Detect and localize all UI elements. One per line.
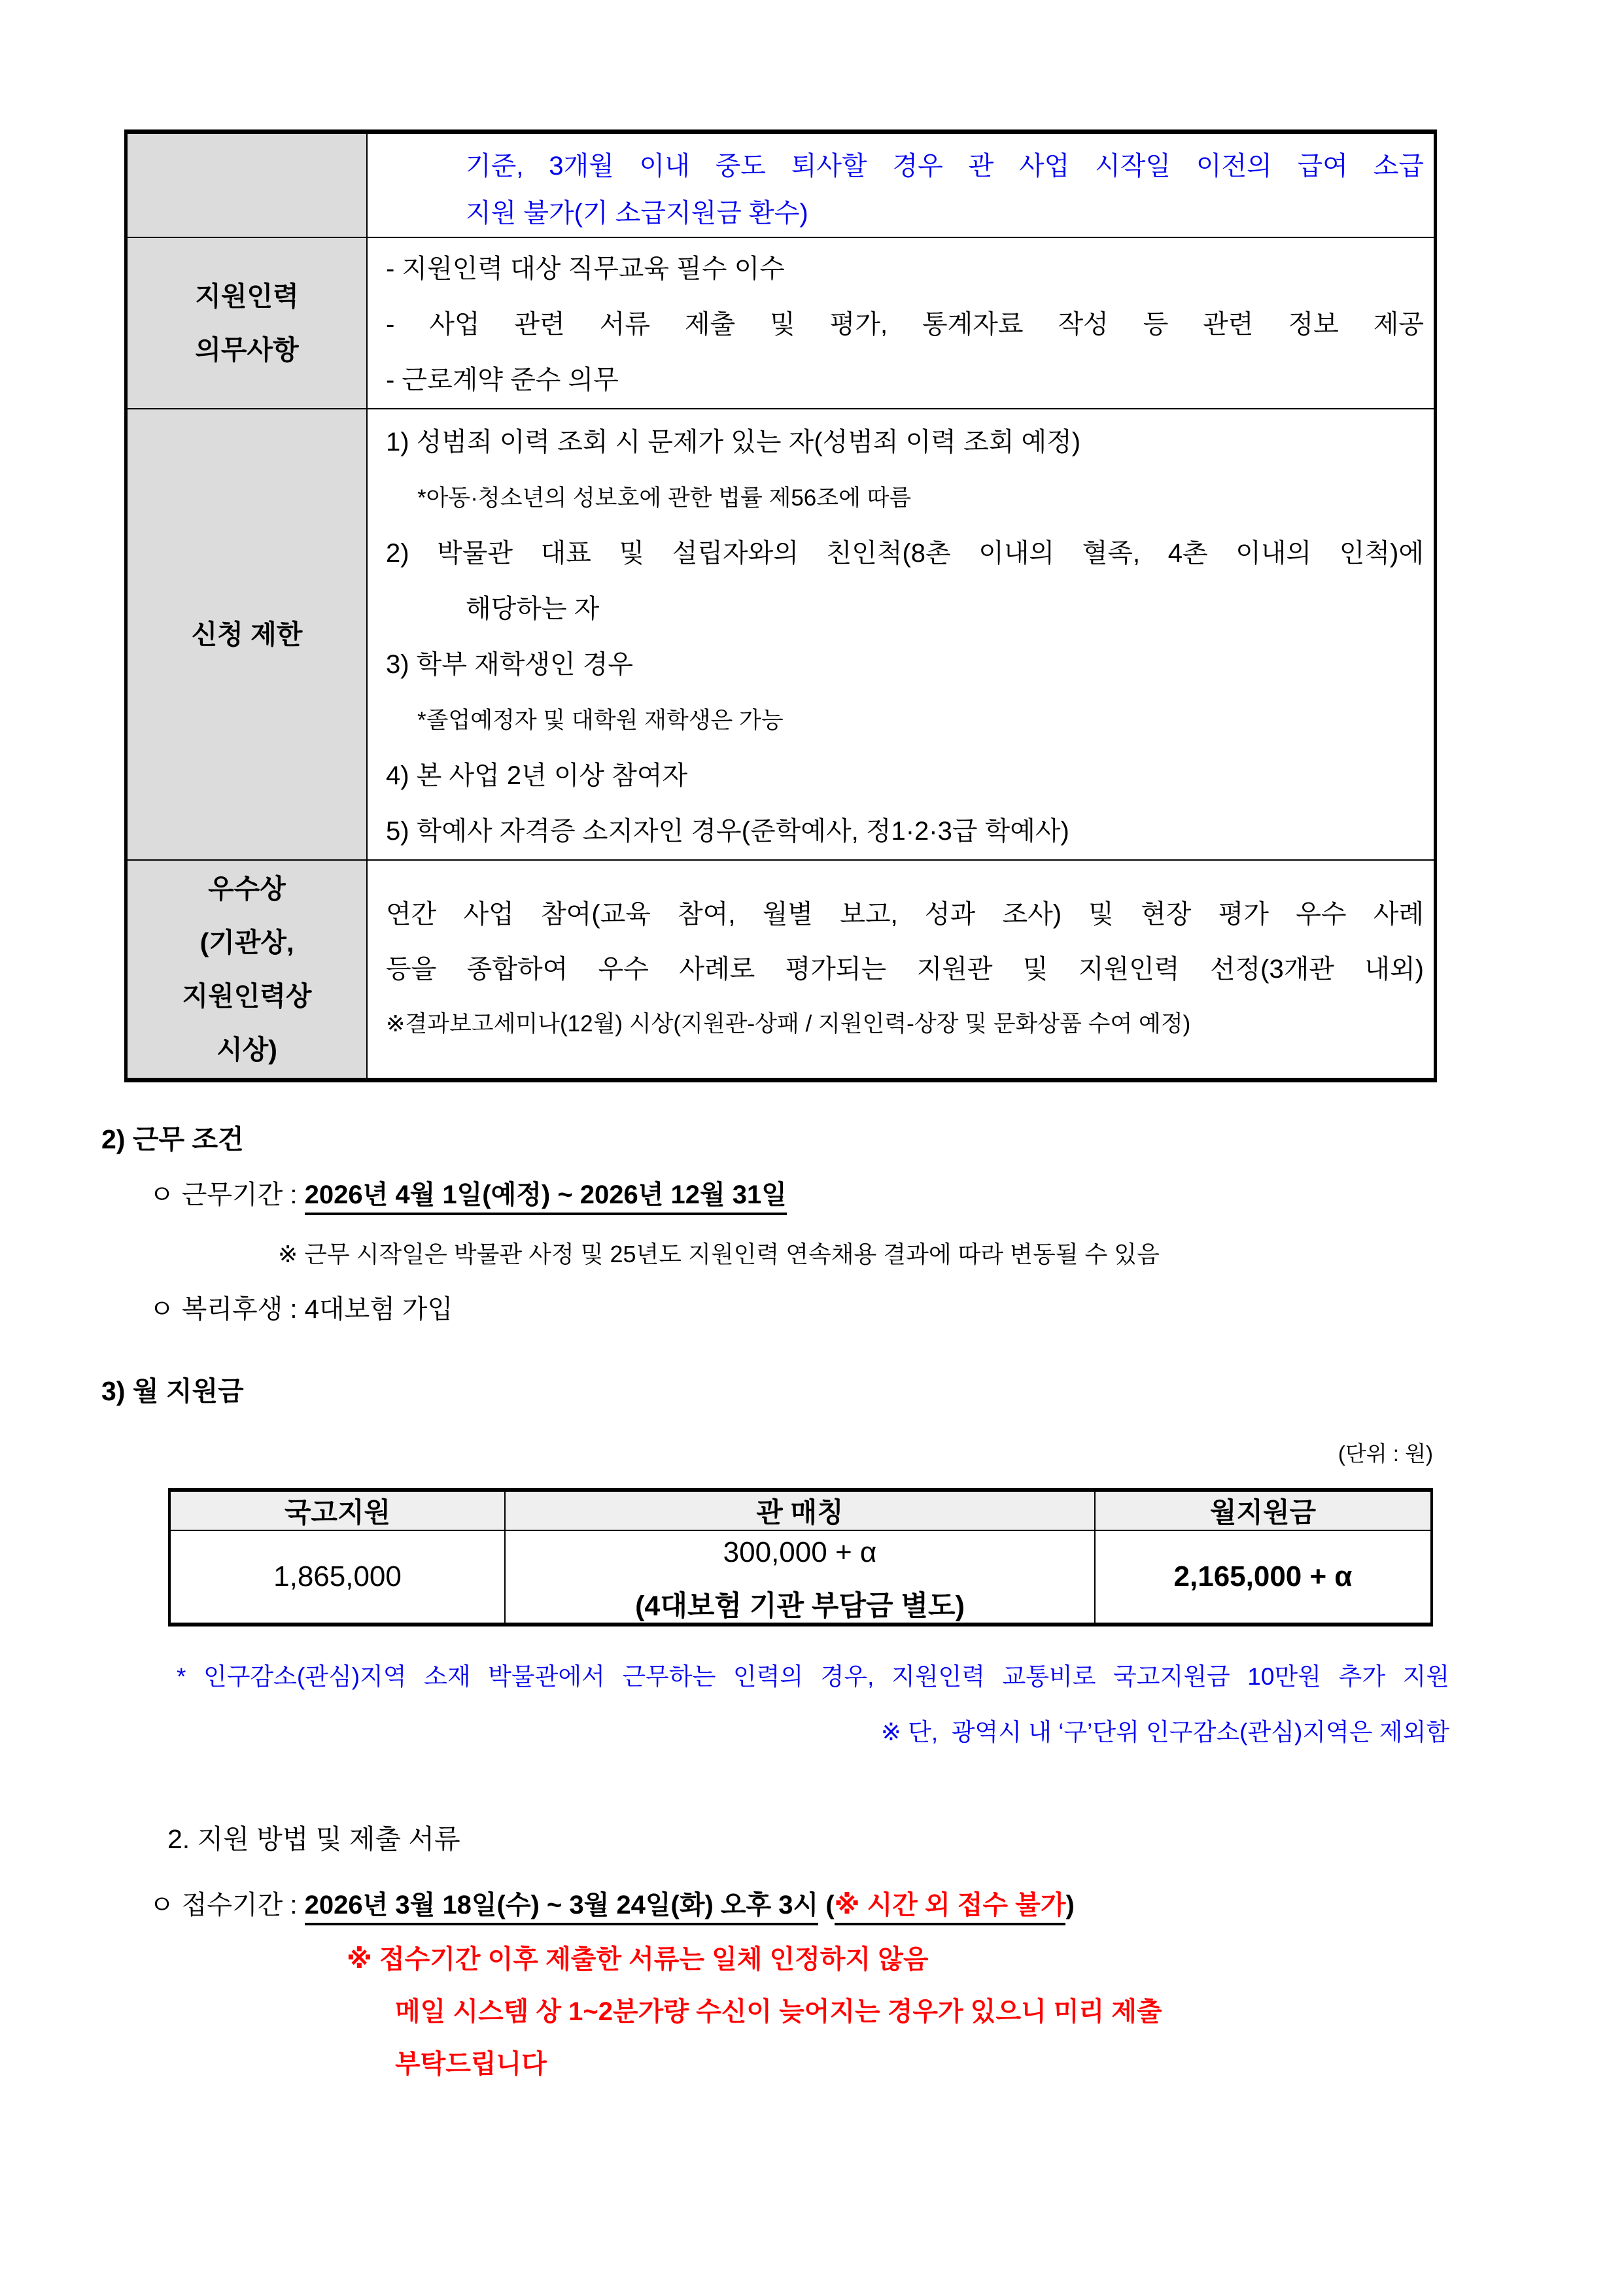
apply-deadline-warning: ※ 시간 외 접수 불가 (835, 1891, 1066, 1925)
restriction-item-4: 4) 본 사업 2년 이상 참여자 (386, 761, 688, 790)
support-table-header-row (171, 1492, 1430, 1531)
label-line: (기관상, (199, 927, 294, 957)
mail-delay-note: 메일 시스템 상 1~2분가량 수신이 늦어지는 경우가 있으니 미리 제출 (395, 1997, 1162, 2026)
restriction-item-2-line-2: 해당하는 자 (466, 594, 600, 623)
awards-line-2: 등을 종합하여 우수 사례로 평가되는 지원관 및 지원인력 선정(3개관 내외) (386, 955, 1424, 984)
row-label-awards (128, 861, 368, 1078)
work-period-note: ※ 근무 시작일은 박물관 사정 및 25년도 지원인력 연속채용 결과에 따라 변동될 수 있음 (278, 1241, 1160, 1267)
label-line: 지원인력 (195, 281, 299, 311)
restrictions-cell (368, 409, 1434, 859)
apply-period-value: 2026년 3월 18일(수) ~ 3월 24일(화) 오후 3시 (305, 1891, 819, 1925)
awards-line-1: 연간 사업 참여(교육 참여, 월별 보고, 성과 조사) 및 현장 평가 우수 사례 (386, 900, 1424, 929)
table-row-awards (128, 859, 1434, 1078)
support-table-data-row (171, 1531, 1430, 1623)
late-submission-note: ※ 접수기간 이후 제출한 서류는 일체 인정하지 않음 (347, 1945, 929, 1974)
monthly-total-value: 2,165,000 + α (1173, 1560, 1353, 1592)
program-terms-table (124, 129, 1437, 1082)
unit-note: (단위 : 원) (1338, 1441, 1433, 1466)
label-line: 신청 제한 (191, 619, 303, 649)
awards-cell (368, 861, 1434, 1078)
paren-close: ) (1065, 1891, 1075, 1919)
header-museum-match: 관 매칭 (506, 1492, 1096, 1530)
work-period-label: ㅇ 근무기간 : (149, 1180, 305, 1209)
carryover-line-1: 기준, 3개월 이내 중도 퇴사할 경우 관 사업 시작일 이전의 급여 소급 (466, 152, 1424, 181)
table-row-restrictions (128, 408, 1434, 859)
table-row-carryover (128, 134, 1434, 237)
restriction-item-3: 3) 학부 재학생인 경우 (386, 650, 634, 679)
monthly-support-table (168, 1488, 1433, 1626)
museum-match-amount: 300,000 + α (723, 1536, 877, 1568)
museum-match-cell (506, 1531, 1096, 1623)
please-note: 부탁드립니다 (395, 2050, 547, 2078)
paren-open: ( (818, 1891, 835, 1919)
museum-match-note: (4대보험 기관 부담금 별도) (635, 1591, 965, 1622)
label-line: 의무사항 (195, 335, 299, 365)
obligation-item-1: - 지원인력 대상 직무교육 필수 이수 (386, 254, 785, 283)
table-row-obligations (128, 237, 1434, 408)
monthly-support-heading: 3) 월 지원금 (101, 1376, 244, 1406)
restriction-item-1: 1) 성범죄 이력 조회 시 문제가 있는 자(성범죄 이력 조회 예정) (386, 428, 1081, 456)
apply-period-line (149, 1878, 1624, 1933)
carryover-cell (368, 134, 1434, 237)
label-line: 지원인력상 (182, 981, 312, 1011)
label-line: 시상) (216, 1035, 277, 1065)
row-label-empty (128, 134, 368, 237)
header-monthly-total: 월지원금 (1209, 1497, 1317, 1528)
restriction-note-1: *아동·청소년의 성보호에 관한 법률 제56조에 따름 (417, 485, 912, 511)
restriction-note-3: *졸업예정자 및 대학원 재학생은 가능 (417, 708, 784, 733)
row-label-obligations (128, 238, 368, 408)
depopulation-note-1: * 인구감소(관심)지역 소재 박물관에서 근무하는 인력의 경우, 지원인력 교통비로 국고지원금 10만원 추가 지원 (177, 1663, 1449, 1690)
apply-period-label: ㅇ 접수기간 : (149, 1891, 305, 1919)
label-line: 우수상 (208, 874, 286, 904)
obligations-cell (368, 238, 1434, 408)
header-gov-support: 국고지원 (171, 1492, 506, 1530)
work-conditions-heading: 2) 근무 조건 (101, 1124, 244, 1154)
restriction-item-5: 5) 학예사 자격증 소지자인 경우(준학예사, 정1·2·3급 학예사) (386, 817, 1069, 846)
gov-support-value: 1,865,000 (171, 1531, 506, 1623)
awards-note: ※결과보고세미나(12월) 시상(지원관-상패 / 지원인력-상장 및 문화상품 수여 예정) (386, 1011, 1191, 1037)
work-period-line (149, 1167, 1624, 1223)
row-label-restrictions (128, 409, 368, 859)
depopulation-note-2: ※ 단, 광역시 내 ‘구’단위 인구감소(관심)지역은 제외함 (880, 1719, 1449, 1746)
obligation-item-2: - 사업 관련 서류 제출 및 평가, 통계자료 작성 등 관련 정보 제공 (386, 310, 1424, 339)
carryover-line-2: 지원 불가(기 소급지원금 환수) (466, 199, 808, 228)
restriction-item-2-line-1: 2) 박물관 대표 및 설립자와의 친인척(8촌 이내의 혈족, 4촌 이내의 인척)에 (386, 539, 1424, 568)
obligation-item-3: - 근로계약 준수 의무 (386, 366, 619, 394)
welfare-line: ㅇ 복리후생 : 4대보험 가입 (149, 1295, 453, 1324)
apply-method-heading: 2. 지원 방법 및 제출 서류 (167, 1824, 460, 1854)
work-period-value: 2026년 4월 1일(예정) ~ 2026년 12월 31일 (305, 1180, 787, 1215)
